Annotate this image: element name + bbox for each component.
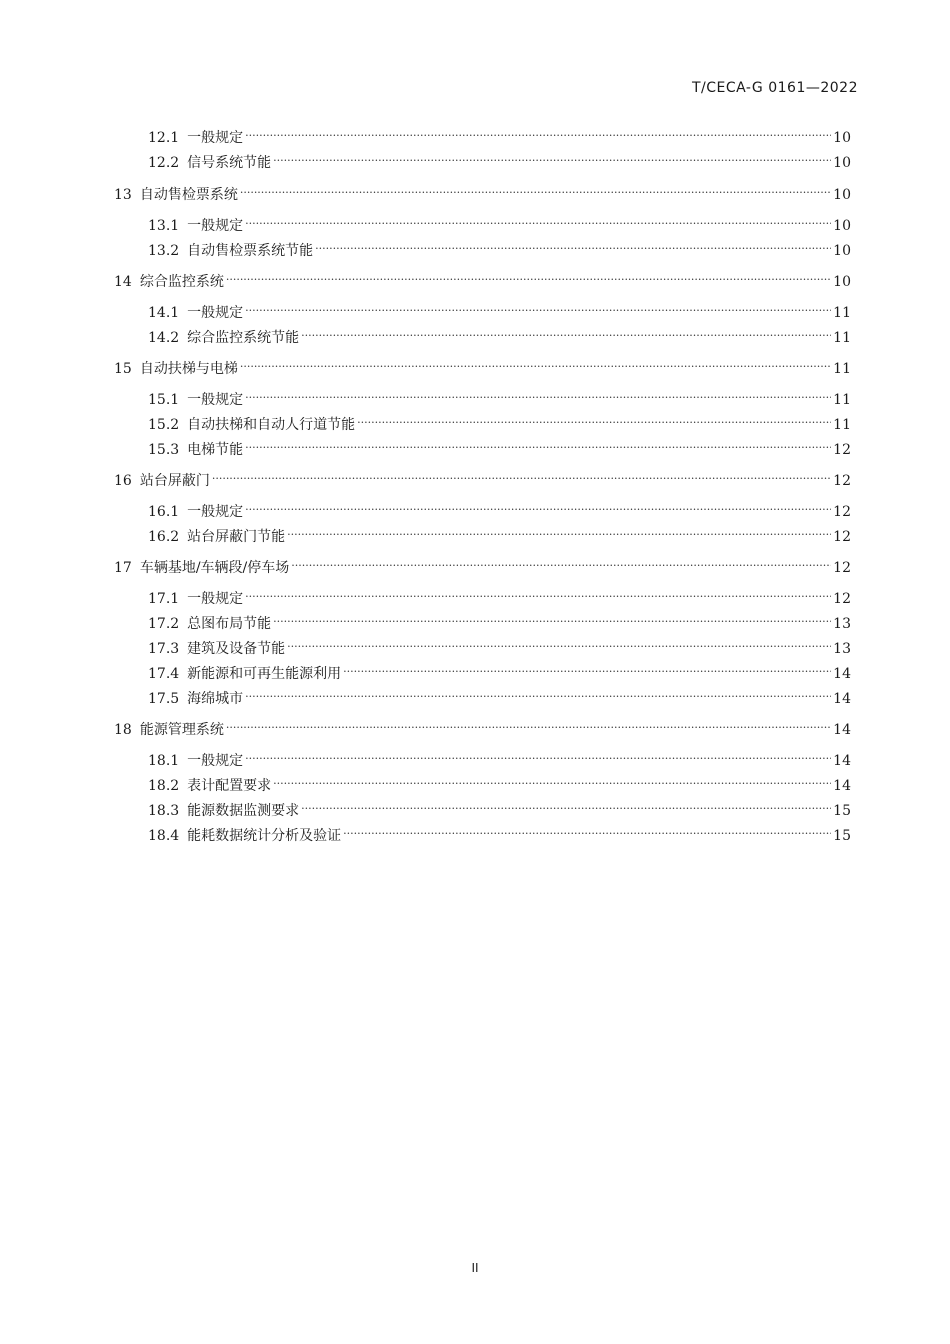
toc-entry-page: 12 [833, 591, 851, 607]
toc-entry-page: 10 [833, 155, 851, 171]
toc-entry-title: 电梯节能 [187, 442, 244, 458]
toc-entry-number: 15 [114, 361, 132, 377]
toc-entry-page: 14 [833, 691, 851, 707]
toc-entry-number: 17 [114, 560, 132, 576]
toc-entry[interactable] [148, 685, 851, 708]
toc-leader-dots [245, 212, 831, 230]
toc-leader-dots [212, 467, 831, 485]
toc-entry-page: 12 [833, 560, 851, 576]
toc-entry-number: 16 [114, 473, 132, 489]
toc-entry-title: 一般规定 [187, 392, 244, 408]
toc-leader-dots [357, 411, 831, 429]
toc-entry-page: 12 [833, 504, 851, 520]
toc-entry[interactable] [114, 554, 851, 577]
toc-entry[interactable] [114, 355, 851, 378]
toc-entry[interactable] [114, 181, 851, 204]
toc-entry-title: 综合监控系统节能 [187, 330, 300, 346]
toc-entry-page: 11 [833, 330, 851, 346]
toc-entry[interactable] [148, 498, 851, 521]
toc-entry-number: 18.1 [148, 753, 180, 769]
toc-entry[interactable] [148, 772, 851, 795]
toc-leader-dots [245, 498, 831, 516]
toc-entry-title: 自动扶梯和自动人行道节能 [187, 417, 356, 433]
toc-entry-number: 17.3 [148, 641, 180, 657]
toc-entry-number: 14.2 [148, 330, 180, 346]
toc-entry-title: 车辆基地/车辆段/停车场 [139, 560, 290, 576]
toc-entry-title: 一般规定 [187, 130, 244, 146]
toc-leader-dots [245, 386, 831, 404]
toc-entry[interactable] [148, 124, 851, 147]
toc-entry-number: 13.2 [148, 243, 180, 259]
toc-entry-title: 新能源和可再生能源利用 [187, 666, 342, 682]
toc-entry-title: 一般规定 [187, 305, 244, 321]
toc-entry[interactable] [148, 610, 851, 633]
toc-entry[interactable] [148, 797, 851, 820]
toc-leader-dots [287, 523, 831, 541]
toc-entry-title: 能耗数据统计分析及验证 [187, 828, 342, 844]
toc-entry-title: 能源数据监测要求 [187, 803, 300, 819]
toc-entry-number: 16.2 [148, 529, 180, 545]
toc-entry[interactable] [148, 523, 851, 546]
toc-entry-number: 18.3 [148, 803, 180, 819]
toc-entry-number: 14.1 [148, 305, 180, 321]
toc-entry-page: 11 [833, 305, 851, 321]
toc-entry-title: 站台屏蔽门 [139, 473, 210, 489]
toc-entry-number: 17.5 [148, 691, 180, 707]
toc-entry-number: 13 [114, 187, 132, 203]
toc-entry[interactable] [148, 212, 851, 235]
toc-entry[interactable] [148, 299, 851, 322]
toc-leader-dots [245, 585, 831, 603]
toc-entry[interactable] [148, 324, 851, 347]
toc-entry[interactable] [114, 268, 851, 291]
toc-entry-page: 10 [833, 243, 851, 259]
toc-entry-title: 综合监控系统 [139, 274, 224, 290]
toc-entry-number: 13.1 [148, 218, 180, 234]
toc-entry-title: 一般规定 [187, 504, 244, 520]
toc-leader-dots [301, 797, 831, 815]
toc-entry-page: 12 [833, 473, 851, 489]
document-code: T/CECA-G 0161—2022 [691, 80, 858, 96]
toc-leader-dots [273, 610, 831, 628]
toc-entry-title: 一般规定 [187, 218, 244, 234]
toc-entry[interactable] [148, 585, 851, 608]
toc-entry-number: 18 [114, 722, 132, 738]
toc-entry-title: 一般规定 [187, 753, 244, 769]
toc-entry[interactable] [148, 747, 851, 770]
toc-leader-dots [315, 237, 831, 255]
toc-entry[interactable] [114, 716, 851, 739]
toc-entry-page: 15 [833, 828, 851, 844]
toc-entry-page: 14 [833, 778, 851, 794]
toc-entry-title: 站台屏蔽门节能 [187, 529, 286, 545]
toc-leader-dots [343, 822, 831, 840]
toc-entry-page: 12 [833, 442, 851, 458]
toc-leader-dots [245, 299, 831, 317]
toc-entry-number: 15.1 [148, 392, 180, 408]
toc-leader-dots [245, 685, 831, 703]
toc-entry-number: 17.1 [148, 591, 180, 607]
toc-entry-page: 15 [833, 803, 851, 819]
toc-leader-dots [240, 355, 831, 373]
toc-entry-page: 14 [833, 722, 851, 738]
toc-leader-dots [245, 124, 831, 142]
toc-entry-number: 14 [114, 274, 132, 290]
toc-entry[interactable] [148, 149, 851, 172]
toc-entry-title: 自动扶梯与电梯 [139, 361, 238, 377]
toc-entry-title: 能源管理系统 [139, 722, 224, 738]
toc-entry-number: 18.4 [148, 828, 180, 844]
toc-entry-number: 15.2 [148, 417, 180, 433]
toc-entry[interactable] [148, 411, 851, 434]
toc-leader-dots [273, 772, 831, 790]
toc-entry-number: 12.1 [148, 130, 180, 146]
toc-leader-dots [291, 554, 831, 572]
toc-entry-number: 15.3 [148, 442, 180, 458]
toc-entry-page: 14 [833, 666, 851, 682]
toc-entry-title: 建筑及设备节能 [187, 641, 286, 657]
toc-entry-title: 海绵城市 [187, 691, 244, 707]
toc-entry-page: 12 [833, 529, 851, 545]
toc-entry-title: 自动售检票系统节能 [187, 243, 314, 259]
toc-entry[interactable] [148, 386, 851, 409]
toc-entry-page: 10 [833, 130, 851, 146]
toc-leader-dots [226, 268, 831, 286]
toc-entry[interactable] [148, 822, 851, 845]
toc-entry[interactable] [148, 237, 851, 260]
toc-entry-page: 10 [833, 274, 851, 290]
toc-entry-page: 13 [833, 616, 851, 632]
toc-entry-title: 表计配置要求 [187, 778, 272, 794]
toc-entry-page: 10 [833, 218, 851, 234]
toc-leader-dots [301, 324, 831, 342]
toc-entry-page: 11 [833, 361, 851, 377]
toc-entry[interactable] [148, 635, 851, 658]
toc-leader-dots [245, 747, 831, 765]
toc-entry-title: 信号系统节能 [187, 155, 272, 171]
toc-leader-dots [343, 660, 831, 678]
toc-entry-page: 13 [833, 641, 851, 657]
toc-entry-number: 17.4 [148, 666, 180, 682]
toc-entry-number: 17.2 [148, 616, 180, 632]
toc-entry-page: 11 [833, 392, 851, 408]
toc-entry[interactable] [148, 436, 851, 459]
toc-entry-page: 10 [833, 187, 851, 203]
toc-entry-number: 18.2 [148, 778, 180, 794]
toc-entry-number: 16.1 [148, 504, 180, 520]
toc-leader-dots [240, 181, 831, 199]
toc-leader-dots [245, 436, 831, 454]
page-number: II [471, 1261, 479, 1275]
toc-entry-title: 自动售检票系统 [139, 187, 238, 203]
toc-entry[interactable] [148, 660, 851, 683]
toc-entry-title: 总图布局节能 [187, 616, 272, 632]
toc-entry-number: 12.2 [148, 155, 180, 171]
toc-leader-dots [287, 635, 831, 653]
toc-entry[interactable] [114, 467, 851, 490]
toc-entry-page: 11 [833, 417, 851, 433]
toc-leader-dots [226, 716, 831, 734]
toc-entry-page: 14 [833, 753, 851, 769]
toc-entry-title: 一般规定 [187, 591, 244, 607]
toc-leader-dots [273, 149, 831, 167]
